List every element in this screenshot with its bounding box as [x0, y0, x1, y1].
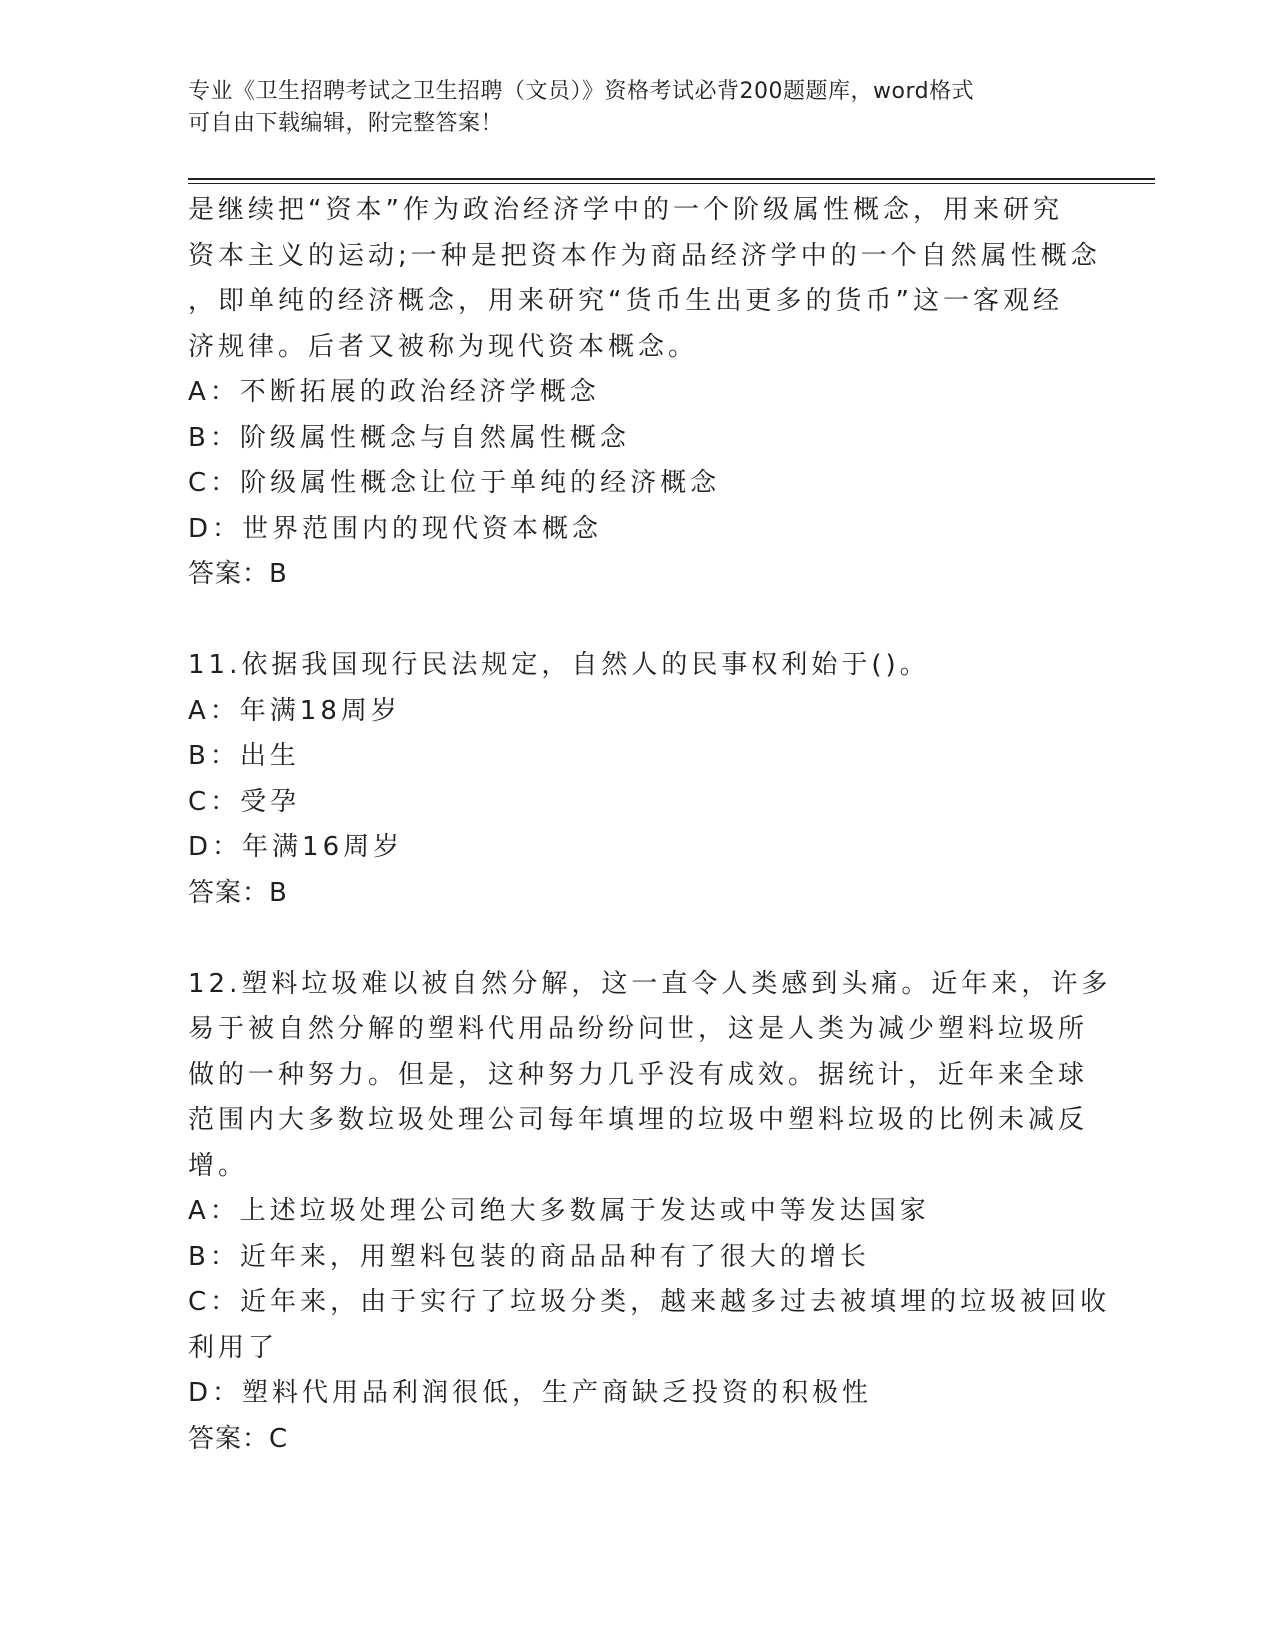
question-stem-line: 12.塑料垃圾难以被自然分解，这一直令人类感到头痛。近年来，许多: [188, 968, 1112, 999]
option-d: D：年满16周岁: [188, 832, 404, 862]
option-a: A：不断拓展的政治经济学概念: [188, 377, 600, 407]
header-rule: [188, 178, 1155, 180]
question-12: [188, 962, 1112, 1463]
spacer: [188, 598, 1088, 644]
header-line: 可自由下载编辑，附完整答案！: [188, 111, 504, 136]
option-c: C：近年来，由于实行了垃圾分类，越来越多过去被填埋的垃圾被回收: [188, 1287, 1111, 1317]
option-b: B：阶级属性概念与自然属性概念: [188, 422, 630, 453]
option-a: A：年满18周岁: [188, 695, 401, 726]
option-c: C：阶级属性概念让位于单纯的经济概念: [188, 468, 721, 498]
page-header: [188, 76, 1068, 140]
question-10: [188, 188, 1101, 598]
question-stem-line: 增。: [188, 1150, 249, 1181]
question-stem-line: 11.依据我国现行民法规定，自然人的民事权利始于()。: [188, 650, 930, 680]
question-stem-line: 易于被自然分解的塑料代用品纷纷问世，这是人类为减少塑料垃圾所: [188, 1014, 1089, 1044]
question-stem-line: 济规律。后者又被称为现代资本概念。: [188, 331, 699, 362]
answer-line: 答案：C: [188, 1423, 289, 1454]
question-stem-line: 做的一种努力。但是，这种努力几乎没有成效。据统计，近年来全球: [188, 1059, 1089, 1090]
question-content: [188, 188, 1112, 1462]
option-d: D：塑料代用品利润很低，生产商缺乏投资的积极性: [188, 1378, 873, 1408]
question-stem-line: ，即单纯的经济概念，用来研究“货币生出更多的货币”这一客观经: [188, 286, 1063, 316]
option-c: C：受孕: [188, 786, 301, 817]
spacer: [188, 916, 1088, 962]
header-line: 专业《卫生招聘考试之卫生招聘（文员）》资格考试必背200题题库，word格式: [188, 79, 975, 104]
option-c-continued: 利用了: [188, 1332, 279, 1363]
header-rule-thin: [188, 183, 1155, 184]
option-d: D：世界范围内的现代资本概念: [188, 513, 603, 544]
option-a: A：上述垃圾处理公司绝大多数属于发达或中等发达国家: [188, 1196, 930, 1226]
question-stem-line: 范围内大多数垃圾处理公司每年填埋的垃圾中塑料垃圾的比例未减反: [188, 1105, 1089, 1135]
option-b: B：近年来，用塑料包装的商品品种有了很大的增长: [188, 1241, 870, 1272]
option-b: B：出生: [188, 741, 300, 771]
answer-line: 答案：B: [188, 877, 288, 908]
answer-line: 答案：B: [188, 559, 288, 589]
question-stem-line: 是继续把“资本”作为政治经济学中的一个阶级属性概念，用来研究: [188, 195, 1063, 225]
question-stem-line: 资本主义的运动;一种是把资本作为商品经济学中的一个自然属性概念: [188, 240, 1101, 271]
question-11: [188, 643, 1088, 916]
